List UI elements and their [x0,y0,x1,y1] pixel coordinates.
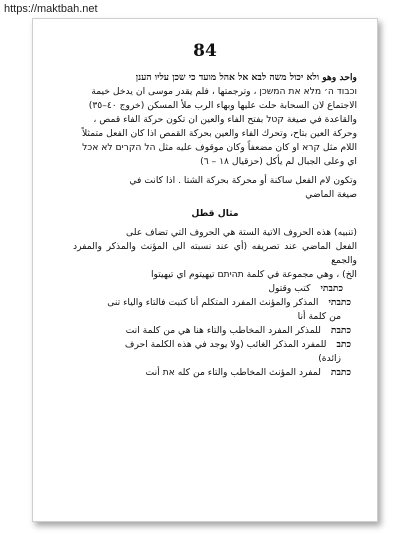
example-title: مثال قطل [191,208,239,219]
conjugation-row [73,324,357,338]
site-url: https://maktbah.net [4,3,98,15]
text-line: اللام مثل קרא او كان مضعفاً وكان موقوف عليه مثل הל הקרים לא אכל [82,142,357,153]
conjugation-meaning: لمفرد المؤنث المخاطب والتاء من كله את أنت [145,367,321,378]
conjugation-meaning: من كلمة أنا [297,311,341,322]
conjugation-meaning: المذكر والمؤنث المفرد المتكلم أنا كتبت فالتاء والياء تنى [107,297,319,308]
scanned-page [32,18,378,522]
conjugation-meaning: للمذكر المفرد المخاطب والتاء هنا هي من كلمة انت [125,325,321,336]
page-body [73,71,357,380]
conjugation-row [73,310,357,324]
text-line: وتكون لام الفعل ساكنة أو محركة بحركة الشتا . اذا كانت في [129,175,357,186]
note-line: الخ) ، وهي مجموعة في كلمة תהיתם تيهيتوم اي تيهيتوا [150,269,357,280]
conjugation-form: כתבתי [328,297,351,308]
conjugation-meaning: زائدة) [318,353,341,364]
conjugation-meaning: للمفرد المذكر الغائب (ولا يوجد في هذه الكلمة احرف [124,339,327,350]
note-line: الفعل الماضي عند تصريفه (أي عند نسبته الى المؤنث والمذكر والمفرد والجمع [73,241,357,266]
page-number: 84 [193,41,217,61]
conjugation-row [73,282,357,296]
conjugation-row [73,338,357,352]
text-line: صيغة الماضي [305,189,357,200]
conjugation-form: כתב [336,339,351,350]
conjugation-form: כתבת [330,325,351,336]
conjugation-row [73,366,357,380]
note-line: (تنبيه) هذه الحروف الاتية الستة هي الحروف التي تضاف على [126,227,357,238]
conjugation-form: כתבתי [320,283,343,294]
text-line: واحد وهو ולא יכול משה לבא אל אהל מועד כי שכן עליו הענן [135,72,357,83]
text-line: اي وعلى الجبال لم يأكل (حزقيال ١٨ – ٦) [200,156,357,167]
conjugation-row [73,352,357,366]
conjugation-meaning: كتب وقتول [268,283,311,294]
text-line: الاجتماع لان السحابة حلت عليها وبهاء الرب ملأ المسكن (خروج ٤٠–٣٥) [88,100,357,111]
text-line: والقاعدة في صيغة קטל بفتح الفاء والعين ان تكون حركة الفاء قمص ، [93,114,357,125]
conjugation-row [73,296,357,310]
text-line: וכבוד ה׳ מלא את המשכן ، وترجمتها ، فلم يقدر موسى ان يدخل خيمة [91,86,357,97]
text-line: وحركة العين بتاح، وتحرك الفاء والعين بحركة القمص اذا كان الفعل متمثلاً [81,128,357,139]
conjugation-form: כתבת [330,367,351,378]
